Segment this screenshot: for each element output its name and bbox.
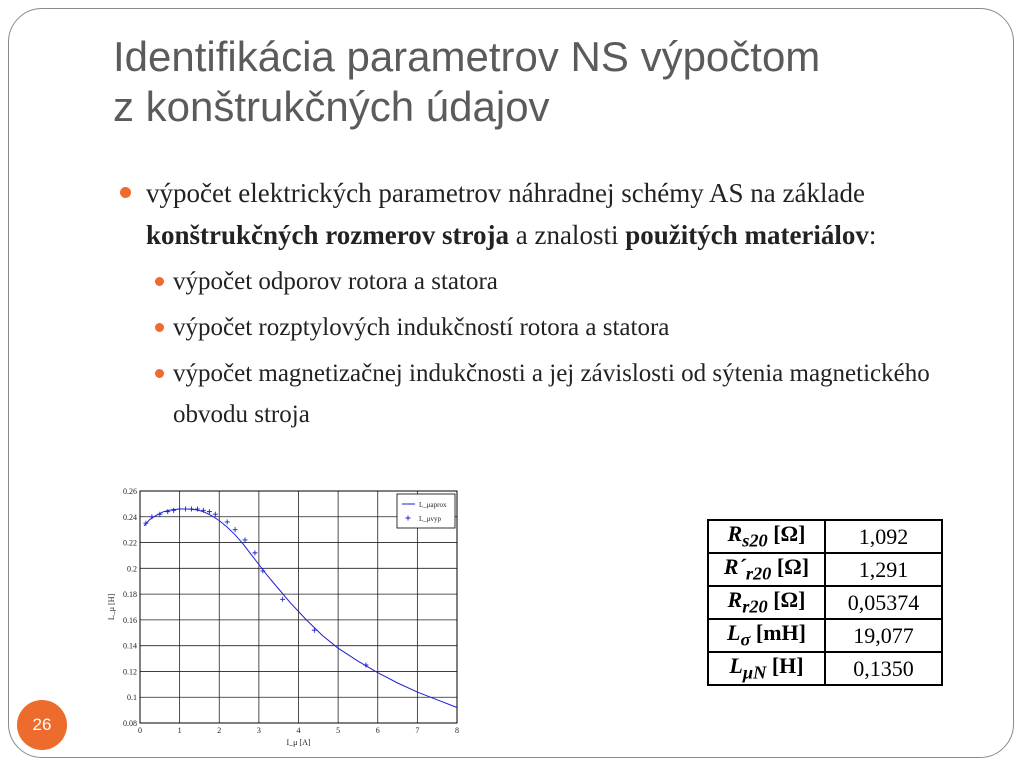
y-tick-label: 0.24 [123, 512, 137, 522]
param-row [708, 553, 942, 586]
computed-data-point [189, 507, 194, 512]
legend-label-approx: L_μaprox [419, 501, 447, 509]
x-tick-label: 0 [138, 726, 142, 735]
param-symbol: L [729, 653, 743, 679]
x-axis-label: I_μ [A] [286, 738, 311, 747]
param-row [708, 652, 942, 685]
chart-series [143, 507, 457, 708]
y-tick-label: 0.2 [127, 564, 137, 574]
param-row [708, 586, 942, 619]
slide-title [113, 32, 973, 132]
x-tick-label: 7 [415, 726, 420, 735]
slide-title-line-1: Identifikácia parametrov NS výpočtom [113, 33, 821, 80]
x-tick-label: 8 [455, 726, 459, 735]
param-value: 1,291 [825, 553, 942, 586]
param-unit: [Ω] [767, 587, 806, 613]
x-tick-label: 3 [256, 726, 261, 735]
param-unit: [Ω] [767, 521, 806, 547]
y-tick-label: 0.18 [123, 590, 137, 600]
computed-data-point [312, 628, 317, 633]
legend-label-computed: L_μvyp [419, 515, 442, 523]
param-value: 0,1350 [825, 652, 942, 685]
param-row [708, 520, 942, 553]
computed-data-point [171, 508, 176, 513]
y-tick-label: 0.22 [123, 538, 137, 548]
y-tick-label: 0.12 [123, 667, 137, 677]
computed-data-point [213, 512, 218, 517]
main-bullet-part-5: použitých materiálov [625, 220, 869, 250]
param-value: 19,077 [825, 619, 942, 652]
main-bullet-part-4: a znalosti [508, 220, 626, 250]
param-label [708, 520, 825, 553]
y-axis-label: L_μ [H] [107, 593, 116, 621]
computed-data-point [243, 537, 248, 542]
computed-data-point [177, 507, 182, 512]
computed-data-point [183, 507, 188, 512]
param-value: 1,092 [825, 520, 942, 553]
param-unit: [H] [766, 653, 804, 679]
sub-bullet-magnetizing-inductance: výpočet magnetizačnej indukčnosti a jej závislosti od sýtenia magnetického obvodu stroja [145, 353, 958, 435]
slide-title-line-2: z konštrukčných údajov [113, 83, 550, 130]
x-tick-label: 4 [296, 726, 301, 735]
param-subscript: s20 [742, 530, 768, 551]
chart-legend [397, 494, 455, 528]
y-tick-label: 0.26 [123, 487, 137, 496]
x-tick-label: 5 [336, 726, 341, 735]
computed-data-point [225, 519, 230, 524]
main-bullet-part-1: výpočet [146, 178, 232, 208]
param-symbol: R´ [723, 554, 746, 580]
approx-curve-line [144, 509, 457, 708]
param-symbol: L [727, 620, 741, 646]
y-tick-label: 0.16 [123, 615, 137, 625]
param-symbol: R [727, 587, 743, 613]
param-label [708, 586, 825, 619]
page-number-badge: 26 [17, 700, 67, 750]
bullet-list [118, 172, 958, 435]
param-label [708, 619, 825, 652]
computed-data-point [149, 514, 154, 519]
x-tick-label: 2 [217, 726, 222, 735]
magnetizing-inductance-chart [100, 480, 480, 750]
main-bullet-part-2: elektrických parametrov náhradnej schémy AS na základe [231, 178, 865, 208]
main-bullet-part-3: konštrukčných rozmerov stroja [146, 220, 509, 250]
param-unit: [Ω] [771, 554, 810, 580]
param-row [708, 619, 942, 652]
computed-data-point [233, 527, 238, 532]
param-symbol: R [727, 521, 743, 547]
y-tick-label: 0.08 [123, 719, 137, 728]
param-unit: [mH] [750, 620, 806, 646]
parameters-table [707, 519, 943, 686]
x-tick-label: 1 [177, 726, 182, 735]
sub-bullet-leakage-inductances: výpočet rozptylových indukčností rotora a statora [145, 307, 958, 348]
param-subscript: σ [740, 629, 751, 650]
computed-data-point [280, 597, 285, 602]
main-bullet [118, 172, 958, 256]
x-tick-label: 6 [375, 726, 380, 735]
param-subscript: μN [742, 662, 767, 683]
computed-data-point [252, 550, 257, 555]
main-bullet-part-6: : [868, 220, 877, 250]
y-tick-label: 0.14 [123, 641, 137, 651]
param-value: 0,05374 [825, 586, 942, 619]
param-subscript: r20 [745, 563, 772, 584]
param-label [708, 553, 825, 586]
y-tick-label: 0.1 [127, 693, 137, 703]
param-label [708, 652, 825, 685]
sub-bullet-resistances: výpočet odporov rotora a statora [145, 261, 958, 302]
param-subscript: r20 [742, 596, 768, 617]
